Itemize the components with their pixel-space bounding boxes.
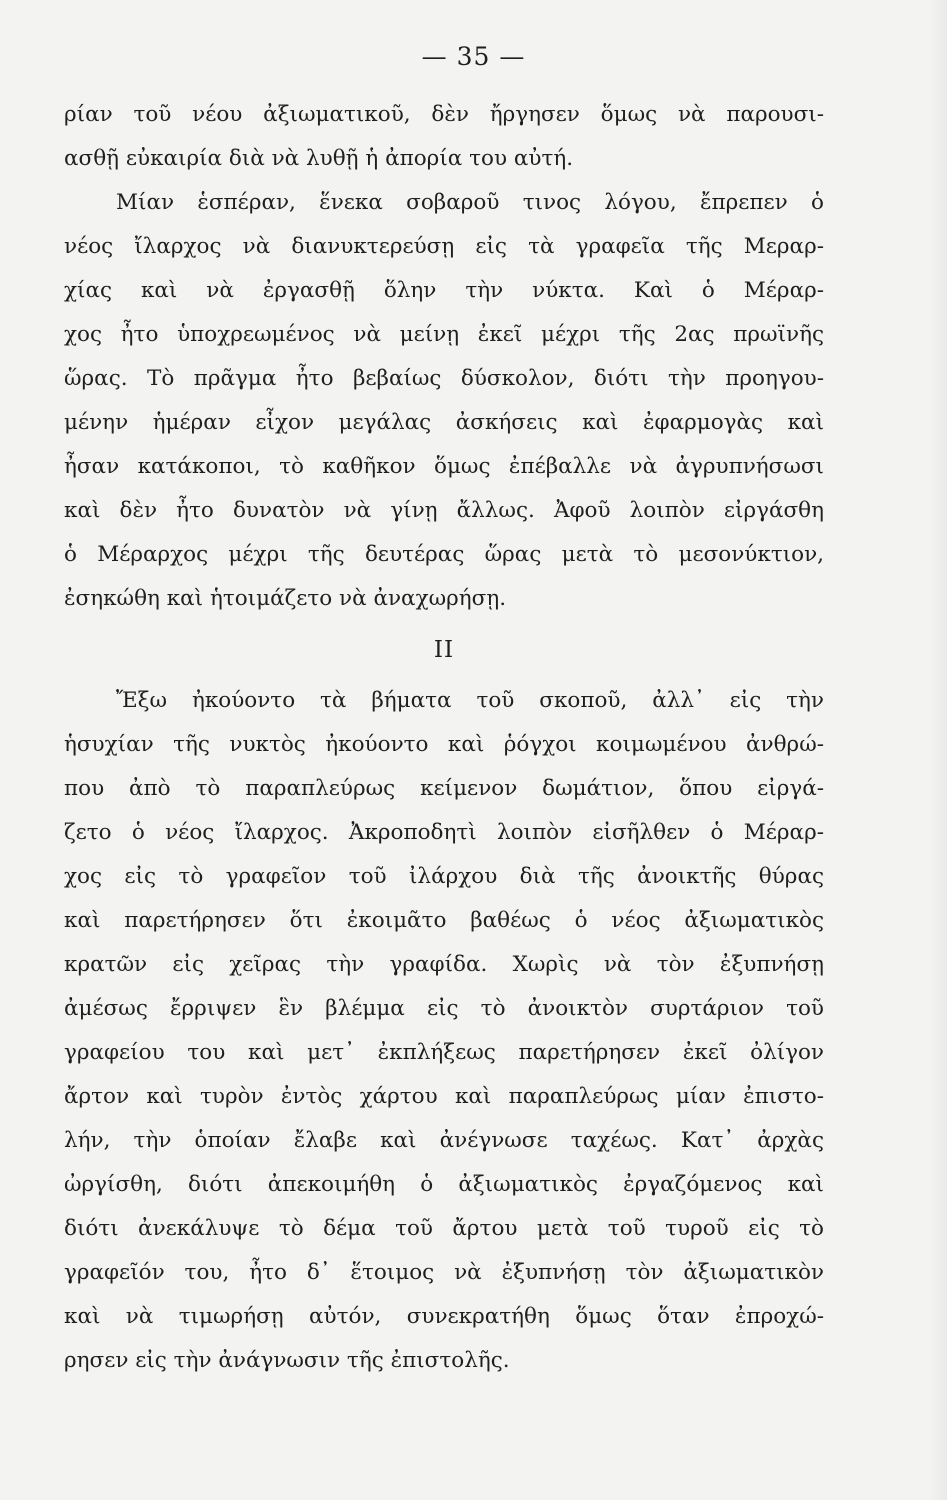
text-line: ἐσηκώθη καὶ ἡτοιμάζετο νὰ ἀναχωρήσῃ. [64, 586, 507, 611]
text-line: που ἀπὸ τὸ παραπλεύρως κείμενον δωμάτιον, ὅπου εἰργά- [64, 776, 824, 801]
text-line: ρίαν τοῦ νέου ἀξιωματικοῦ, δὲν ἤργησεν ὅμως νὰ παρουσι- [64, 102, 824, 127]
text-line: διότι ἀνεκάλυψε τὸ δέμα τοῦ ἄρτου μετὰ τοῦ τυροῦ εἰς τὸ [64, 1216, 824, 1241]
text-line: ἀμέσως ἔρριψεν ἓν βλέμμα εἰς τὸ ἀνοικτὸν συρτάριον τοῦ [64, 996, 824, 1021]
body-text [64, 93, 824, 1383]
text-line: ἦσαν κατάκοποι, τὸ καθῆκον ὅμως ἐπέβαλλε νὰ ἀγρυπνήσωσι [64, 454, 824, 479]
text-line: νέος ἴλαρχος νὰ διανυκτερεύσῃ εἰς τὰ γραφεῖα τῆς Μεραρ- [64, 234, 824, 259]
text-line: ἄρτον καὶ τυρὸν ἐντὸς χάρτου καὶ παραπλεύρως μίαν ἐπιστο- [64, 1084, 824, 1109]
text-line: ασθῇ εὐκαιρία διὰ νὰ λυθῇ ἡ ἀπορία του αὐτή. [64, 146, 574, 171]
page-number: — 35 — [421, 42, 526, 71]
text-line: καὶ νὰ τιμωρήσῃ αὐτόν, συνεκρατήθη ὅμως ὅταν ἐπροχώ- [64, 1304, 824, 1329]
text-line: χος εἰς τὸ γραφεῖον τοῦ ἰλάρχου διὰ τῆς ἀνοικτῆς θύρας [64, 864, 824, 889]
text-line: κρατῶν εἰς χεῖρας τὴν γραφίδα. Χωρὶς νὰ τὸν ἐξυπνήσῃ [64, 952, 824, 977]
text-line: χίας καὶ νὰ ἐργασθῇ ὅλην τὴν νύκτα. Καὶ ὁ Μέραρ- [64, 278, 824, 303]
text-line: καὶ παρετήρησεν ὅτι ἐκοιμᾶτο βαθέως ὁ νέος ἀξιωματικὸς [64, 908, 824, 933]
text-line: Ἔξω ἠκούοντο τὰ βήματα τοῦ σκοποῦ, ἀλλ᾿ εἰς τὴν [116, 688, 824, 713]
text-line: χος ἦτο ὑποχρεωμένος νὰ μείνῃ ἐκεῖ μέχρι τῆς 2ας πρωϊνῆς [64, 322, 824, 347]
section-heading: ΙΙ [433, 637, 455, 663]
text-line: λήν, τὴν ὁποίαν ἔλαβε καὶ ἀνέγνωσε ταχέως. Κατ᾿ ἀρχὰς [64, 1128, 824, 1153]
text-line: ὁ Μέραρχος μέχρι τῆς δευτέρας ὥρας μετὰ τὸ μεσονύκτιον, [64, 542, 824, 567]
text-line: ζετο ὁ νέος ἴλαρχος. Ἀκροποδητὶ λοιπὸν εἰσῆλθεν ὁ Μέραρ- [64, 820, 824, 845]
page-edge-shadow [929, 0, 947, 1500]
text-line: ἡσυχίαν τῆς νυκτὸς ἠκούοντο καὶ ῥόγχοι κοιμωμένου ἀνθρώ- [64, 732, 824, 757]
text-line: μένην ἡμέραν εἶχον μεγάλας ἀσκήσεις καὶ ἐφαρμογὰς καὶ [64, 410, 824, 435]
text-line: καὶ δὲν ἦτο δυνατὸν νὰ γίνῃ ἄλλως. Ἀφοῦ λοιπὸν εἰργάσθη [64, 498, 824, 523]
text-line: ὥρας. Τὸ πρᾶγμα ἦτο βεβαίως δύσκολον, διότι τὴν προηγου- [64, 366, 824, 391]
text-line: ὠργίσθη, διότι ἀπεκοιμήθη ὁ ἀξιωματικὸς ἐργαζόμενος καὶ [64, 1172, 824, 1197]
text-line: Μίαν ἑσπέραν, ἕνεκα σοβαροῦ τινος λόγου, ἔπρεπεν ὁ [116, 190, 824, 215]
text-line: γραφεῖόν του, ἦτο δ᾿ ἕτοιμος νὰ ἐξυπνήσῃ τὸν ἀξιωματικὸν [64, 1260, 824, 1285]
text-line: ρησεν εἰς τὴν ἀνάγνωσιν τῆς ἐπιστολῆς. [64, 1348, 510, 1373]
text-line: γραφείου του καὶ μετ᾿ ἐκπλήξεως παρετήρησεν ἐκεῖ ὀλίγον [64, 1040, 824, 1065]
